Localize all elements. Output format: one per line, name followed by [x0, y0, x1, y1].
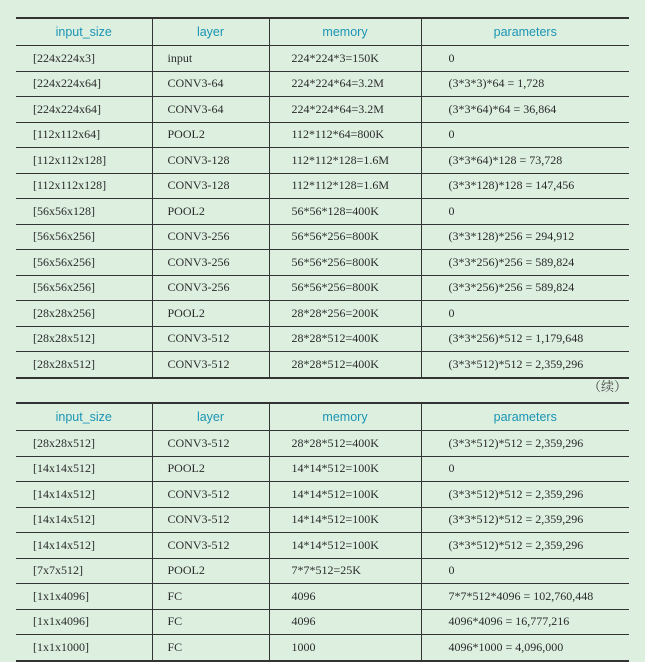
cell-input-size: [56x56x256] [16, 275, 152, 301]
cell-input-size: [56x56x256] [16, 224, 152, 250]
cell-layer: CONV3-128 [152, 173, 269, 199]
table-row [16, 250, 629, 276]
cell-parameters: (3*3*512)*512 = 2,359,296 [421, 431, 629, 457]
cell-parameters: 7*7*512*4096 = 102,760,448 [421, 584, 629, 610]
table-row [16, 301, 629, 327]
cell-memory: 14*14*512=100K [269, 482, 421, 508]
cell-parameters: (3*3*128)*128 = 147,456 [421, 173, 629, 199]
cell-input-size: [1x1x4096] [16, 609, 152, 635]
table-row [16, 558, 629, 584]
cell-parameters: (3*3*3)*64 = 1,728 [421, 71, 629, 97]
cell-memory: 28*28*512=400K [269, 431, 421, 457]
cell-layer: POOL2 [152, 199, 269, 225]
cell-parameters: 0 [421, 122, 629, 148]
cell-input-size: [28x28x256] [16, 301, 152, 327]
vgg-layer-table-part-1 [16, 17, 629, 379]
header-parameters: parameters [421, 18, 629, 46]
cell-memory: 112*112*128=1.6M [269, 173, 421, 199]
table-row [16, 584, 629, 610]
cell-memory: 4096 [269, 584, 421, 610]
table-row [16, 173, 629, 199]
table-row [16, 482, 629, 508]
cell-layer: CONV3-64 [152, 71, 269, 97]
continued-label: （续） [587, 380, 627, 395]
cell-input-size: [112x112x128] [16, 173, 152, 199]
cell-memory: 28*28*512=400K [269, 352, 421, 378]
cell-input-size: [112x112x128] [16, 148, 152, 174]
table-row [16, 609, 629, 635]
table-row [16, 224, 629, 250]
cell-input-size: [224x224x3] [16, 46, 152, 72]
cell-input-size: [14x14x512] [16, 482, 152, 508]
cell-memory: 224*224*3=150K [269, 46, 421, 72]
cell-memory: 7*7*512=25K [269, 558, 421, 584]
cell-layer: POOL2 [152, 301, 269, 327]
cell-layer: FC [152, 584, 269, 610]
cell-parameters: 0 [421, 456, 629, 482]
cell-parameters: 4096*1000 = 4,096,000 [421, 635, 629, 661]
cell-input-size: [7x7x512] [16, 558, 152, 584]
cell-memory: 14*14*512=100K [269, 507, 421, 533]
cell-layer: POOL2 [152, 558, 269, 584]
cell-layer: CONV3-128 [152, 148, 269, 174]
cell-memory: 14*14*512=100K [269, 456, 421, 482]
table-row [16, 122, 629, 148]
cell-parameters: 4096*4096 = 16,777,216 [421, 609, 629, 635]
cell-input-size: [224x224x64] [16, 71, 152, 97]
cell-parameters: (3*3*512)*512 = 2,359,296 [421, 507, 629, 533]
header-layer: layer [152, 403, 269, 431]
cell-parameters: 0 [421, 46, 629, 72]
cell-layer: CONV3-512 [152, 482, 269, 508]
cell-input-size: [28x28x512] [16, 431, 152, 457]
table-header-row [16, 18, 629, 46]
cell-layer: input [152, 46, 269, 72]
cell-input-size: [14x14x512] [16, 533, 152, 559]
header-input-size: input_size [16, 403, 152, 431]
cell-memory: 14*14*512=100K [269, 533, 421, 559]
cell-layer: CONV3-512 [152, 533, 269, 559]
cell-input-size: [224x224x64] [16, 97, 152, 123]
cell-input-size: [14x14x512] [16, 456, 152, 482]
table-body-part-1 [16, 46, 629, 378]
cell-layer: POOL2 [152, 122, 269, 148]
cell-parameters: (3*3*512)*512 = 2,359,296 [421, 533, 629, 559]
cell-parameters: (3*3*128)*256 = 294,912 [421, 224, 629, 250]
cell-layer: FC [152, 635, 269, 661]
cell-input-size: [28x28x512] [16, 352, 152, 378]
table-row [16, 275, 629, 301]
table-row [16, 352, 629, 378]
cell-layer: CONV3-256 [152, 224, 269, 250]
cell-memory: 4096 [269, 609, 421, 635]
cell-parameters: (3*3*64)*64 = 36,864 [421, 97, 629, 123]
header-parameters: parameters [421, 403, 629, 431]
cell-memory: 56*56*128=400K [269, 199, 421, 225]
cell-memory: 28*28*512=400K [269, 326, 421, 352]
cell-layer: CONV3-256 [152, 250, 269, 276]
cell-memory: 56*56*256=800K [269, 275, 421, 301]
cell-input-size: [112x112x64] [16, 122, 152, 148]
cell-parameters: (3*3*512)*512 = 2,359,296 [421, 482, 629, 508]
cell-parameters: (3*3*256)*256 = 589,824 [421, 250, 629, 276]
table-row [16, 148, 629, 174]
cell-parameters: 0 [421, 558, 629, 584]
cell-memory: 224*224*64=3.2M [269, 71, 421, 97]
cell-parameters: (3*3*512)*512 = 2,359,296 [421, 352, 629, 378]
table-body-part-2 [16, 431, 629, 661]
cell-input-size: [56x56x128] [16, 199, 152, 225]
cell-layer: POOL2 [152, 456, 269, 482]
cell-layer: FC [152, 609, 269, 635]
cell-layer: CONV3-512 [152, 352, 269, 378]
table-row [16, 46, 629, 72]
cell-input-size: [1x1x1000] [16, 635, 152, 661]
cell-memory: 56*56*256=800K [269, 250, 421, 276]
cell-layer: CONV3-512 [152, 326, 269, 352]
cell-input-size: [28x28x512] [16, 326, 152, 352]
table-header-row [16, 403, 629, 431]
cell-parameters: (3*3*256)*512 = 1,179,648 [421, 326, 629, 352]
cell-memory: 1000 [269, 635, 421, 661]
table-row [16, 199, 629, 225]
cell-layer: CONV3-512 [152, 431, 269, 457]
cell-parameters: (3*3*256)*256 = 589,824 [421, 275, 629, 301]
table-row [16, 326, 629, 352]
table-row [16, 533, 629, 559]
header-memory: memory [269, 403, 421, 431]
cell-input-size: [14x14x512] [16, 507, 152, 533]
cell-memory: 28*28*256=200K [269, 301, 421, 327]
table-row [16, 431, 629, 457]
cell-input-size: [56x56x256] [16, 250, 152, 276]
table-row [16, 71, 629, 97]
cell-parameters: 0 [421, 199, 629, 225]
header-layer: layer [152, 18, 269, 46]
cell-memory: 112*112*64=800K [269, 122, 421, 148]
table-row [16, 507, 629, 533]
table-row [16, 97, 629, 123]
cell-memory: 224*224*64=3.2M [269, 97, 421, 123]
cell-layer: CONV3-64 [152, 97, 269, 123]
cell-layer: CONV3-512 [152, 507, 269, 533]
cell-parameters: (3*3*64)*128 = 73,728 [421, 148, 629, 174]
cell-memory: 112*112*128=1.6M [269, 148, 421, 174]
vgg-layer-table-part-2 [16, 402, 629, 662]
header-memory: memory [269, 18, 421, 46]
cell-memory: 56*56*256=800K [269, 224, 421, 250]
table-row [16, 456, 629, 482]
cell-input-size: [1x1x4096] [16, 584, 152, 610]
cell-parameters: 0 [421, 301, 629, 327]
table-row [16, 635, 629, 661]
header-input-size: input_size [16, 18, 152, 46]
cell-layer: CONV3-256 [152, 275, 269, 301]
